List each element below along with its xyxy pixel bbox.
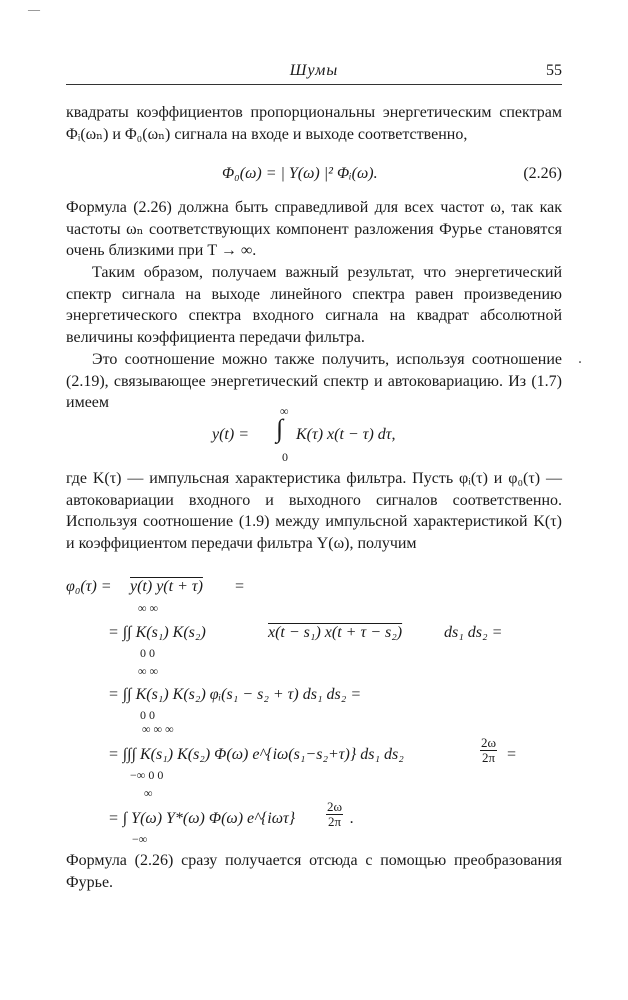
paragraph-2: Формула (2.26) должна быть справедливой для всех частот ω, так как частоты ωₙ соответствующих компонент разложения Фурье становятся очень близкими при T → ∞. bbox=[66, 199, 562, 259]
line5-end: . bbox=[350, 810, 354, 827]
line4-fraction bbox=[480, 736, 497, 765]
line5-frac-num: 2ω bbox=[327, 799, 343, 814]
equation-number-2-26: (2.26) bbox=[523, 165, 562, 182]
line3-body: = ∫∫ K(s₁) K(s₂) φᵢ(s₁ − s₂ + τ) ds₁ ds₂ = bbox=[108, 686, 362, 703]
paragraph-5: где K(τ) — импульсная характеристика фильтра. Пусть φᵢ(τ) и φ₀(τ) — автоковариации входного и выходного сигналов соответственно. Используя соотношение (1.9) между импульсной характеристикой K(τ) и коэффициентом передачи фильтра Y(ω), получим bbox=[66, 470, 562, 552]
line5-body: = ∫ Y(ω) Y*(ω) Φ(ω) e^{iωτ} bbox=[108, 810, 296, 827]
running-title: Шумы bbox=[289, 62, 339, 79]
line1-mean: y(t) y(t + τ) bbox=[130, 578, 203, 595]
line1-lhs: φ₀(τ) = bbox=[66, 578, 112, 595]
line4-frac-den: 2π bbox=[481, 750, 496, 765]
line2-body: = ∫∫ K(s₁) K(s₂) bbox=[108, 624, 206, 641]
corner-mark: — bbox=[28, 2, 40, 16]
line2-mean: x(t − s₁) x(t + τ − s₂) bbox=[268, 624, 403, 641]
line5-lower-limit: −∞ bbox=[132, 832, 148, 846]
conv-body: K(τ) x(t − τ) dτ, bbox=[296, 426, 396, 443]
integral-sign: ∫ bbox=[276, 414, 284, 443]
line4-upper-limits: ∞ ∞ ∞ bbox=[142, 722, 174, 736]
line4-body: = ∫∫∫ K(s₁) K(s₂) Φ(ω) e^{iω(s₁−s₂+τ)} ds₁ ds₂ bbox=[108, 746, 404, 763]
line3-lower-limits: 0 0 bbox=[140, 708, 155, 722]
paragraph-1: квадраты коэффициентов пропорциональны энергетическим спектрам Φᵢ(ωₙ) и Φ₀(ωₙ) сигнала на входе и выходе соответственно, bbox=[66, 104, 562, 143]
line4-lower-limits: −∞ 0 0 bbox=[130, 768, 164, 782]
line1-end: = bbox=[234, 578, 245, 595]
conv-lhs: y(t) = bbox=[212, 426, 249, 443]
page-header bbox=[66, 62, 562, 85]
page-number: 55 bbox=[546, 62, 562, 79]
conv-lower-limit: 0 bbox=[282, 450, 288, 464]
paragraph-6: Формула (2.26) сразу получается отсюда с помощью преобразования Фурье. bbox=[66, 852, 562, 891]
paragraph-4: Это соотношение можно также получить, используя соотношение (2.19), связывающее энергетический спектр и автоковариацию. Из (1.7) имеем bbox=[66, 351, 562, 411]
line4-end: = bbox=[506, 746, 517, 763]
line2-end: ds₁ ds₂ = bbox=[444, 624, 503, 641]
line2-lower-limits: 0 0 bbox=[140, 646, 155, 660]
line5-upper-limit: ∞ bbox=[144, 786, 153, 800]
equation-2-26: Φ₀(ω) = | Y(ω) |² Φᵢ(ω). bbox=[222, 165, 378, 182]
line4-frac-num: 2ω bbox=[481, 735, 497, 750]
line5-fraction bbox=[326, 800, 343, 829]
line3-upper-limits: ∞ ∞ bbox=[138, 664, 159, 678]
margin-dot: . bbox=[578, 350, 582, 367]
line2-upper-limits: ∞ ∞ bbox=[138, 601, 159, 615]
conv-upper-limit: ∞ bbox=[280, 404, 289, 418]
paragraph-3: Таким образом, получаем важный результат, что энергетический спектр сигнала на выходе линейного спектра равен произведению энергетического спектра входного сигнала на квадрат абсолютной величины коэффициента передачи фильтра. bbox=[66, 264, 562, 346]
line5-frac-den: 2π bbox=[327, 814, 342, 829]
